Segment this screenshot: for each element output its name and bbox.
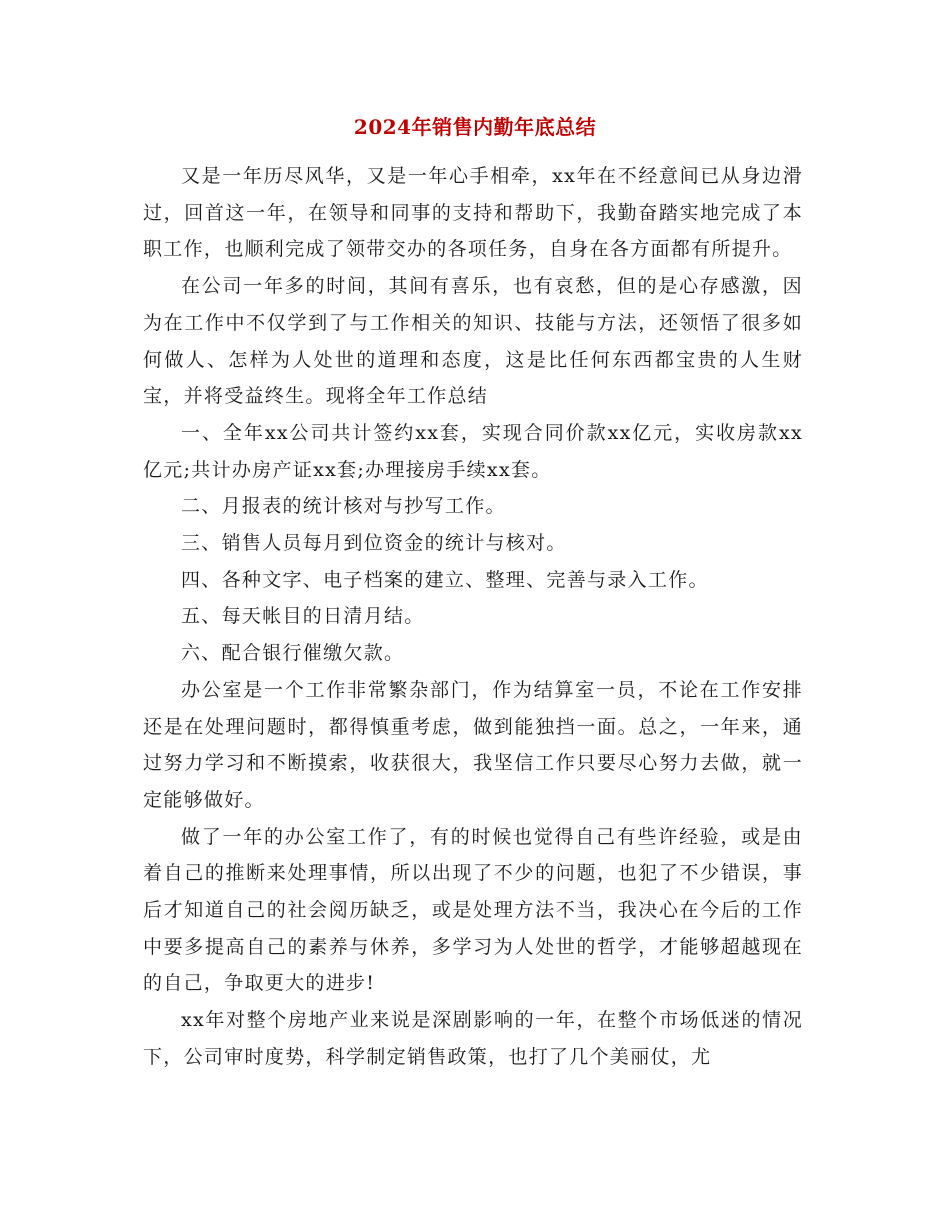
paragraph-office: 办公室是一个工作非常繁杂部门，作为结算室一员，不论在工作安排还是在处理问题时，都得慎重考虑，做到能独挡一面。总之，一年来，通过努力学习和不断摸索，收获很大，我坚信工作只要尽心努力去做，就一定能够做好。 <box>143 678 803 811</box>
paragraph-intro: 又是一年历尽风华，又是一年心手相牵，xx年在不经意间已从身边滑过，回首这一年，在领导和同事的支持和帮助下，我勤奋踏实地完成了本职工作，也顺利完成了领带交办的各项任务，自身在各方面都有所提升。 <box>143 165 803 261</box>
list-item-2: 二、月报表的统计核对与抄写工作。 <box>181 495 506 518</box>
paragraph-market: xx年对整个房地产业来说是深剧影响的一年，在整个市场低迷的情况下，公司审时度势，科学制定销售政策，也打了几个美丽仗，尤 <box>143 1009 803 1068</box>
list-item-5: 五、每天帐目的日清月结。 <box>181 605 425 628</box>
list-item-3: 三、销售人员每月到位资金的统计与核对。 <box>181 532 567 555</box>
paragraph-gratitude: 在公司一年多的时间，其间有喜乐，也有哀愁，但的是心存感激，因为在工作中不仅学到了与工作相关的知识、技能与方法，还领悟了很多如何做人、怎样为人处世的道理和态度，这是比任何东西都宝贵的人生财宝，并将受益终生。现将全年工作总结 <box>143 275 803 408</box>
document-title: 2024年销售内勤年底总结 <box>353 115 597 139</box>
list-item-6: 六、配合银行催缴欠款。 <box>181 642 405 665</box>
document-body <box>143 158 803 1076</box>
list-item-1: 一、全年xx公司共计签约xx套，实现合同价款xx亿元，实收房款xx亿元;共计办房产证xx套;办理接房手续xx套。 <box>143 421 803 481</box>
list-item-4: 四、各种文字、电子档案的建立、整理、完善与录入工作。 <box>181 568 709 591</box>
paragraph-reflection: 做了一年的办公室工作了，有的时候也觉得自己有些许经验，或是由着自己的推断来处理事情，所以出现了不少的问题，也犯了不少错误，事后才知道自己的社会阅历缺乏，或是处理方法不当，我决心在今后的工作中要多提高自己的素养与休养，多学习为人处世的哲学，才能够超越现在的自己，争取更大的进步! <box>143 825 803 995</box>
